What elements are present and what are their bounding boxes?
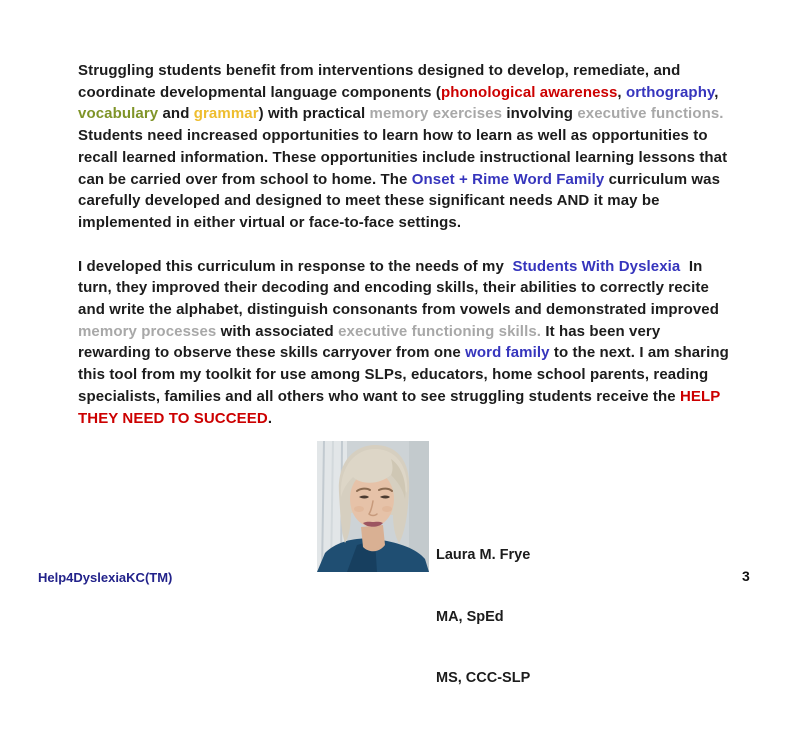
text-segment: It has been very rewarding to observe these skills carryover from one bbox=[78, 322, 665, 362]
text-segment: , bbox=[617, 83, 626, 101]
text-segment: I developed this curriculum in response to the needs of my bbox=[78, 257, 513, 275]
author-photo bbox=[317, 441, 429, 572]
author-credentials bbox=[436, 504, 530, 730]
text-segment: , bbox=[714, 83, 723, 101]
author-degree-1: MA, SpEd bbox=[436, 608, 504, 625]
text-segment: In turn, they improved their decoding and encoding skills, their abilities to correctly recite and write the alphabet, distinguish consonants from vowels and demonstrated improved bbox=[78, 257, 724, 319]
text-segment: grammar bbox=[193, 105, 259, 123]
author-name: Laura M. Frye bbox=[436, 547, 531, 563]
text-segment: phonological awareness bbox=[441, 83, 618, 101]
text-segment: and bbox=[158, 105, 194, 123]
text-segment: HELP THEY NEED TO SUCCEED bbox=[78, 387, 725, 427]
text-segment: vocabulary bbox=[78, 105, 159, 123]
text-segment: Students need increased opportunities to learn how to learn as well as opportunities to recall learned information. These opportunities include instructional learning lessons that can be carried over from school to home. The bbox=[78, 105, 732, 188]
text-segment: involving bbox=[502, 105, 578, 123]
portrait-illustration bbox=[317, 441, 429, 572]
text-segment: with associated bbox=[216, 322, 339, 340]
text-segment: ) with practical bbox=[258, 105, 370, 123]
text-segment: word family bbox=[465, 344, 550, 362]
paragraph-1 bbox=[78, 60, 734, 234]
text-segment: memory processes bbox=[78, 322, 217, 340]
text-segment: curriculum was carefully developed and designed to meet these significant needs AND it may be implemented in either virtual or face-to-face settings. bbox=[78, 170, 725, 231]
text-segment: . bbox=[267, 409, 273, 427]
text-segment: Struggling students benefit from interventions designed to develop, remediate, and coordinate developmental language components ( bbox=[78, 62, 685, 101]
text-segment: to the next. I am sharing this tool from my toolkit for use among SLPs, educators, home school parents, reading specialists, families and all others who want to see struggling students receive the bbox=[78, 344, 734, 405]
author-degree-2: MS, CCC-SLP bbox=[436, 670, 531, 686]
footer-brand: Help4DyslexiaKC(TM) bbox=[38, 570, 173, 585]
slide-body-text bbox=[78, 60, 734, 451]
text-segment: Onset + Rime Word Family bbox=[411, 170, 605, 188]
text-segment: Students With Dyslexia bbox=[512, 257, 681, 275]
text-segment: executive functions. bbox=[577, 105, 724, 123]
text-segment: orthography bbox=[625, 83, 715, 101]
text-segment: executive functioning skills. bbox=[338, 322, 542, 340]
page-number: 3 bbox=[742, 568, 750, 584]
paragraph-2 bbox=[78, 256, 734, 430]
text-segment: memory exercises bbox=[369, 105, 503, 123]
